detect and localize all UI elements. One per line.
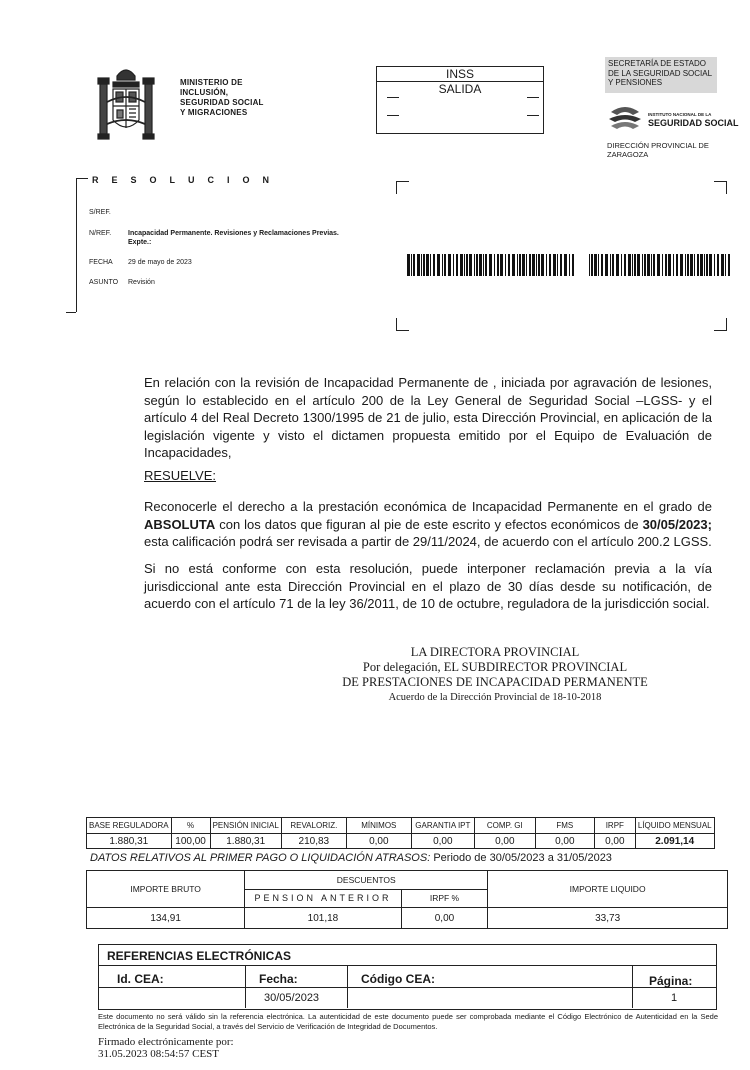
barcode-icon <box>407 254 737 276</box>
signature-line: Por delegación, EL SUBDIRECTOR PROVINCIAL <box>362 660 628 674</box>
window-corner <box>396 181 409 194</box>
datos-periodo: Periodo de 30/05/2023 a 31/05/2023 <box>433 852 612 864</box>
table-header-cell: REVALORIZ. <box>281 818 346 834</box>
validity-notice: Este documento no será válido sin la referencia electrónica. La autenticidad de este documento puede ser comprobada mediante el Código Electrónico de Autenticidad en la Sede Electrónica de la Seguridad Social, a través del Servicio de Verificación de Integridad de Documentos. <box>98 1012 718 1031</box>
text-run: Reconocerle el derecho a la prestación económica de Incapacidad Permanente en el grado de <box>144 499 712 514</box>
fecha-label: FECHA <box>89 259 113 266</box>
fecha-value: 29 de mayo de 2023 <box>128 259 192 266</box>
referencias-electronicas-box <box>98 944 717 1010</box>
irpf-label: IRPF % <box>401 889 488 908</box>
datos-primer-pago <box>90 852 612 864</box>
fecha-cea-label: Fecha: <box>259 972 298 986</box>
codigo-cea-label: Código CEA: <box>361 972 435 986</box>
table-row <box>87 908 728 929</box>
pension-data-table <box>86 817 715 849</box>
table-cell: 210,83 <box>281 834 346 849</box>
window-corner <box>396 318 409 331</box>
table-row <box>87 834 715 849</box>
table-cell: 0,00 <box>474 834 535 849</box>
ministry-line: MINISTERIO DE <box>180 78 243 87</box>
paragraph-intro: En relación con la revisión de Incapacidad Permanente de , iniciada por agravación de lesiones, según lo establecido en el artículo 200 de la Ley General de Seguridad Social –LGSS- y el artículo 4 del Real Decreto 1300/1995 de 21 de julio, esta Dirección Provincial, en aplicación de la legislación vigente y visto el dictamen propuesta emitido por el Equipo de Evaluación de Incapacidades, <box>144 375 712 460</box>
secretaria-line: DE LA SEGURIDAD SOCIAL <box>608 68 713 78</box>
nref-label: N/REF. <box>89 230 112 237</box>
table-header-cell: MÍNIMOS <box>346 818 411 834</box>
nref-value: Incapacidad Permanente. Revisiones y Reclamaciones Previas. <box>128 230 339 237</box>
ministry-line: SEGURIDAD SOCIAL <box>180 98 264 107</box>
table-header-row <box>87 818 715 834</box>
direccion-line: ZARAGOZA <box>607 150 649 159</box>
stamp-line-salida: SALIDA <box>438 82 482 96</box>
signature-line: DE PRESTACIONES DE INCAPACIDAD PERMANENTE <box>342 675 648 689</box>
asunto-value: Revisión <box>128 279 155 286</box>
pension-anterior-value: 101,18 <box>245 908 401 929</box>
table-header-cell: GARANTIA IPT <box>411 818 474 834</box>
ministry-line: Y MIGRACIONES <box>180 108 248 117</box>
table-cell: 0,00 <box>535 834 594 849</box>
coat-of-arms-icon <box>95 62 157 148</box>
paragraph-reclamacion: Si no está conforme con esta resolución, puede interponer reclamación previa a la vía jurisdiccional ante esta Dirección Provincial en el plazo de 30 días desde su notificación, de acuerdo con el artículo 71 de la ley 36/2011, de 10 de octubre, reguladora de la jurisdicción social. <box>144 561 712 611</box>
secretaria-line: SECRETARÍA DE ESTADO <box>608 59 706 68</box>
table-header-cell: FMS <box>535 818 594 834</box>
pagina-value: 1 <box>671 992 678 1004</box>
importe-liquido-value: 33,73 <box>488 908 728 929</box>
direccion-provincial <box>607 141 709 159</box>
ministry-name <box>180 78 264 118</box>
secretaria-line: Y PENSIONES <box>608 78 663 87</box>
window-corner <box>714 318 727 331</box>
table-header-cell: COMP. GI <box>474 818 535 834</box>
expte-label: Expte.: <box>128 239 152 246</box>
seguridad-social-logo-icon <box>605 104 645 134</box>
datos-label: DATOS RELATIVOS AL PRIMER PAGO O LIQUIDACIÓN ATRASOS: <box>90 852 431 864</box>
table-cell: 0,00 <box>594 834 635 849</box>
table-header-cell: % <box>171 818 210 834</box>
resuelve-heading: RESUELVE: <box>144 468 217 483</box>
importe-bruto-value: 134,91 <box>87 908 245 929</box>
table-row <box>87 871 728 890</box>
text-run: con los datos que figuran al pie de este escrito y efectos económicos de <box>219 516 639 532</box>
stamp-line-inss: INSS <box>377 67 543 82</box>
ministry-line: INCLUSIÓN, <box>180 88 229 97</box>
table-cell: 1.880,31 <box>210 834 281 849</box>
importe-liquido-label: IMPORTE LIQUIDO <box>488 871 728 908</box>
secretaria-block <box>605 57 717 93</box>
table-cell: 0,00 <box>346 834 411 849</box>
window-corner <box>714 181 727 194</box>
signature-line: Acuerdo de la Dirección Provincial de 18-10-2018 <box>388 692 602 703</box>
ss-logo-big-text: SEGURIDAD SOCIAL <box>648 118 739 128</box>
asunto-label: ASUNTO <box>89 279 119 286</box>
signature-line: LA DIRECTORA PROVINCIAL <box>410 645 580 659</box>
id-cea-label: Id. CEA: <box>117 972 164 986</box>
sref-label: S/REF. <box>89 209 111 216</box>
table-cell: 0,00 <box>411 834 474 849</box>
descuentos-label: DESCUENTOS <box>245 871 488 890</box>
paragraph-resolucion <box>144 498 712 551</box>
irpf-value: 0,00 <box>401 908 488 929</box>
firma-electronica <box>98 1036 234 1060</box>
signature-block <box>330 645 660 705</box>
pension-anterior-label: PENSION ANTERIOR <box>245 889 401 908</box>
direccion-line: DIRECCIÓN PROVINCIAL DE <box>607 141 709 150</box>
pagina-label: Página: <box>649 974 693 988</box>
grado-absoluta: ABSOLUTA <box>144 516 216 532</box>
table-cell: 2.091,14 <box>635 834 714 849</box>
table-header-cell: IRPF <box>594 818 635 834</box>
referencias-title: REFERENCIAS ELECTRÓNICAS <box>107 949 292 963</box>
table-header-cell: LÍQUIDO MENSUAL <box>635 818 714 834</box>
table-header-cell: BASE REGULADORA <box>87 818 172 834</box>
inss-salida-stamp <box>376 66 544 134</box>
resolucion-title: RESOLUCION <box>92 175 283 185</box>
table-cell: 100,00 <box>171 834 210 849</box>
table-cell: 1.880,31 <box>87 834 172 849</box>
table-header-cell: PENSIÓN INICIAL <box>210 818 281 834</box>
importe-bruto-label: IMPORTE BRUTO <box>87 871 245 908</box>
firma-timestamp: 31.05.2023 08:54:57 CEST <box>98 1048 220 1060</box>
efectos-fecha: 30/05/2023; <box>642 516 712 532</box>
text-run: esta calificación podrá ser revisada a partir de 29/11/2024, de acuerdo con el artículo 200.2 LGSS. <box>144 534 712 549</box>
firmado-label: Firmado electrónicamente por: <box>98 1036 234 1048</box>
ss-logo-small-text: INSTITUTO NACIONAL DE LA <box>648 112 712 117</box>
fecha-cea-value: 30/05/2023 <box>264 992 320 1004</box>
liquidacion-table <box>86 870 728 929</box>
